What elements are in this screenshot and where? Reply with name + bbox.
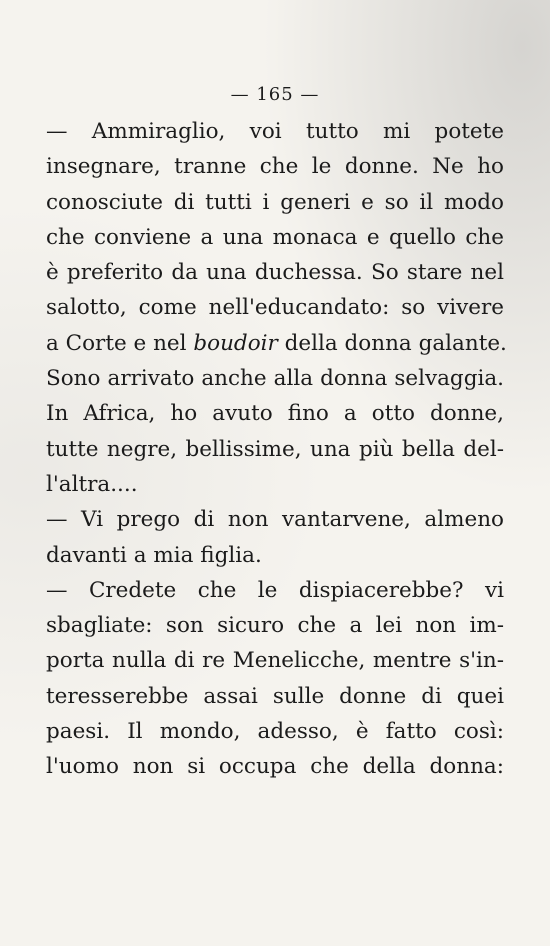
text-line: — Ammiraglio, voi tutto mi potete [46,119,504,144]
text-line: davanti a mia figlia. [46,542,262,568]
text-line: che conviene a una monaca e quello che [46,224,504,250]
text-line: tutte negre, bellissime, una più bella del- [46,436,504,462]
text-line: è preferito da una duchessa. So stare nel [46,260,504,286]
text-line-with-italic [46,326,507,361]
text-line: porta nulla di re Menelicche, mentre s'in- [46,648,504,674]
page-number: — 165 — [230,84,320,105]
text-line: paesi. Il mondo, adesso, è fatto così: [46,719,504,745]
text-segment: a Corte e nel [46,330,194,356]
text-line: — Vi prego di non vantarvene, almeno [46,507,504,533]
text-line: teresserebbe assai sulle donne di quei [46,683,504,709]
text-line: Sono arrivato anche alla donna selvaggia. [46,366,504,392]
paragraph-2 [46,502,504,573]
text-line: l'altra.... [46,471,138,497]
text-segment: della donna galante. [277,330,507,356]
paragraph-3 [46,573,504,785]
text-line: — Credete che le dispiacerebbe? vi [46,577,504,603]
text-line: salotto, come nell'educandato: so vivere [46,295,504,321]
text-line: In Africa, ho avuto fino a otto donne, [46,401,504,427]
italic-word: boudoir [193,330,278,356]
body-text [46,114,507,785]
text-line: l'uomo non si occupa che della donna: [46,754,504,780]
text-line: conosciute di tutti i generi e so il modo [46,189,504,215]
text-line: insegnare, tranne che le donne. Ne ho [46,154,504,180]
paragraph-1 [46,114,507,502]
text-line: sbagliate: son sicuro che a lei non im- [46,613,504,639]
